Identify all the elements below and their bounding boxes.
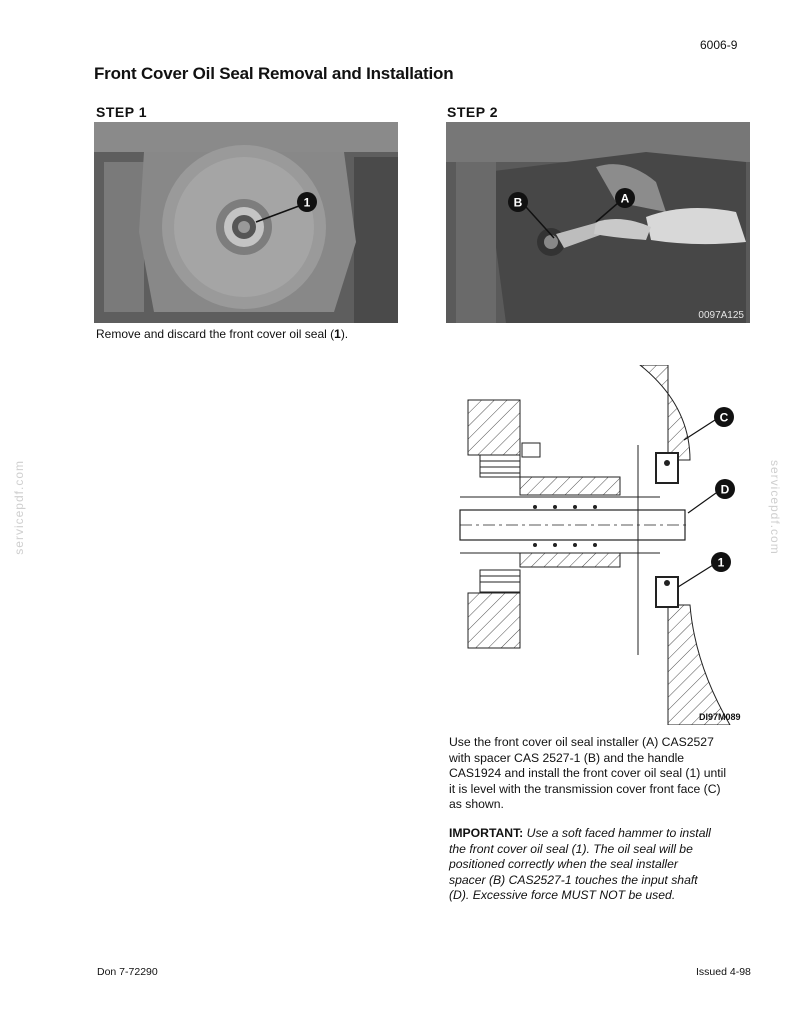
instructions-line: as shown. (449, 797, 504, 811)
page-title: Front Cover Oil Seal Removal and Installation (94, 64, 454, 83)
step-2-label: STEP 2 (447, 104, 498, 120)
step-2-callout-a (615, 188, 635, 208)
oil-seal-lower (656, 577, 678, 607)
instructions-line: it is level with the transmission cover front face (C) (449, 781, 721, 796)
diagram-callout-d-label: D (720, 482, 730, 497)
important-line: (D). Excessive force MUST NOT be used. (449, 888, 676, 902)
diagram-callout-c-label: C (719, 410, 729, 425)
footer-issued: Issued 4-98 (696, 966, 751, 978)
step-1-callout (297, 192, 317, 212)
step-2-callout-a-label: A (620, 191, 630, 206)
important-note (449, 826, 755, 904)
step-2-photo (446, 122, 750, 323)
important-line: the front cover oil seal (1). The oil seal will be (449, 841, 693, 856)
instructions-line: Use the front cover oil seal installer (A) CAS2527 (449, 735, 714, 749)
instructions-paragraph (449, 735, 755, 813)
oil-seal-upper (656, 453, 678, 483)
housing-upper-right (520, 477, 620, 495)
diagram-callout-1-label: 1 (717, 555, 725, 570)
step-1-caption-suffix: ). (340, 327, 349, 341)
diagram-callout-d (715, 479, 735, 499)
diagram-callout-c (714, 407, 734, 427)
step-2-callout-b-label: B (513, 195, 523, 210)
important-text: Use a soft faced hammer to install (523, 826, 711, 840)
instructions-line: with spacer CAS 2527-1 (B) and the handle (449, 750, 685, 765)
diagram-code: DI97M089 (699, 712, 741, 722)
step-1-photo (94, 122, 398, 323)
step-1-callout-label: 1 (303, 195, 311, 210)
step-2-photo-drawing (446, 122, 750, 323)
step-1-label: STEP 1 (96, 104, 147, 120)
step-1-caption (96, 327, 348, 341)
important-line: spacer (B) CAS2527-1 touches the input shaft (449, 872, 698, 887)
seal-cross-section-diagram (440, 365, 760, 725)
housing-lower (468, 553, 620, 648)
step-2-callout-b (508, 192, 528, 212)
step-1-caption-ref: 1 (334, 327, 341, 341)
watermark-right: servicepdf.com (768, 460, 782, 555)
diagram-callout-1 (711, 552, 731, 572)
housing-upper-left (468, 400, 520, 455)
step-2-photo-code: 0097A125 (698, 310, 744, 321)
watermark-left: servicepdf.com (12, 460, 26, 555)
page-number: 6006-9 (700, 38, 738, 52)
footer-doc-number: Don 7-72290 (97, 966, 158, 978)
step-1-caption-prefix: Remove and discard the front cover oil seal ( (96, 327, 335, 341)
step-1-photo-drawing (94, 122, 398, 323)
important-label: IMPORTANT: (449, 826, 524, 840)
important-line (449, 826, 755, 842)
instructions-line: CAS1924 and install the front cover oil seal (1) until (449, 766, 727, 780)
important-line: positioned correctly when the seal installer (449, 857, 678, 871)
